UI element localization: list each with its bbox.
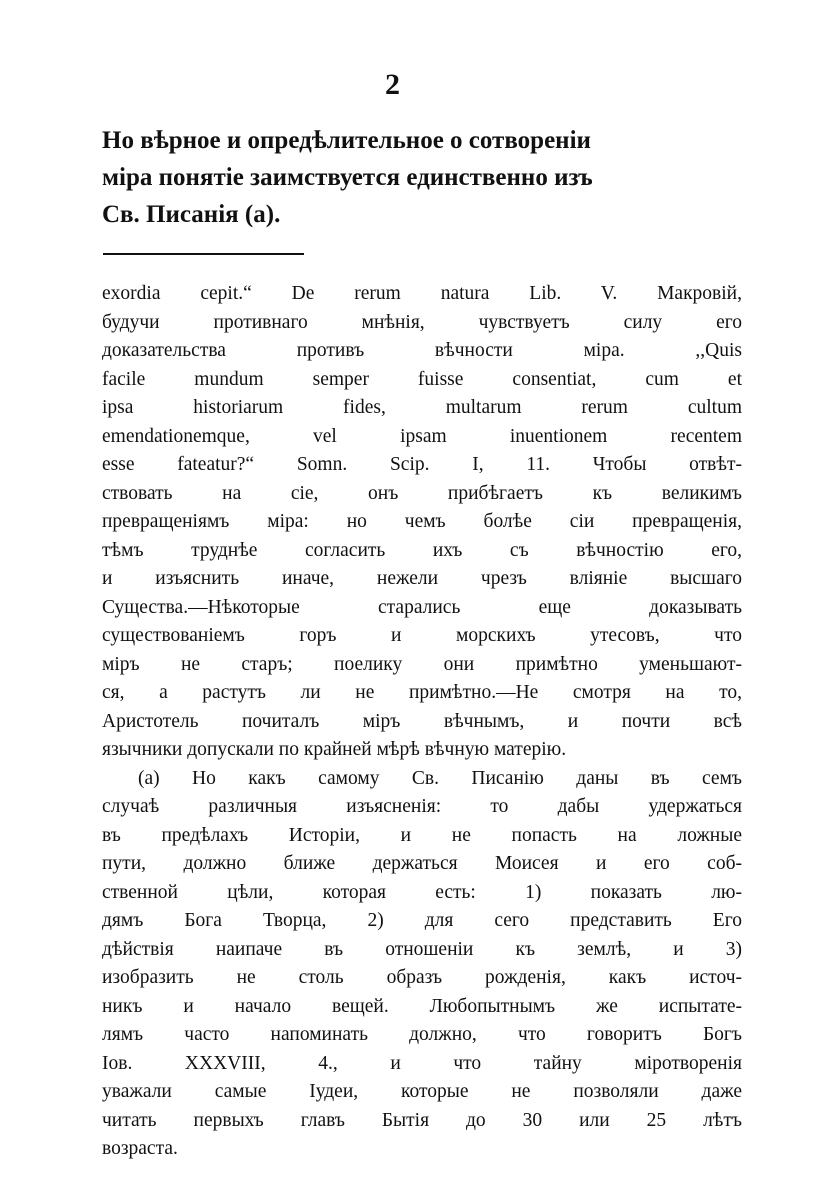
- main-text-line: міра понятіе заимствуется единственно изъ: [102, 164, 593, 191]
- footnote-line: Существа.—Нѣкоторые старались еще доказывать: [102, 596, 742, 618]
- footnote-a-line: дямъ Бога Творца, 2) для сего представить Его: [102, 910, 742, 931]
- footnote-line: будучи противнаго мнѣнія, чувствуетъ силу его: [102, 311, 742, 333]
- main-text-paragraph: [102, 122, 742, 233]
- footnote-line: тѣмъ труднѣе согласить ихъ съ вѣчностію его,: [102, 539, 742, 561]
- footnote-a-line: изобразить не столь образъ рожденія, какъ источ-: [102, 967, 742, 988]
- footnote-line: esse fateatur?“ Somn. Scip. I, 11. Чтобы отвѣт-: [102, 454, 742, 475]
- footnote-line: ся, а растутъ ли не примѣтно.—Не смотря на то,: [102, 682, 742, 703]
- footnote-divider: [103, 253, 304, 255]
- main-text-line: Св. Писанія (a).: [102, 201, 281, 228]
- footnote-line: міръ не старъ; поелику они примѣтно уменьшают-: [102, 653, 742, 675]
- footnote-line: emendationemque, vel ipsam inuentionem recentem: [102, 425, 742, 447]
- footnote-a-line: читать первыхъ главъ Бытія до 30 или 25 лѣтъ: [102, 1109, 742, 1131]
- footnote-line: доказательства противъ вѣчности міра. ,,Quis: [102, 340, 742, 361]
- footnote-line: превращеніямъ міра: но чемъ болѣе сіи превращенія,: [102, 511, 742, 532]
- footnote-a-line: уважали самые Іудеи, которые не позволяли даже: [102, 1081, 742, 1102]
- footnote-line: существованіемъ горъ и морскихъ утесовъ, что: [102, 625, 742, 646]
- footnote-a-line: ственной цѣли, которая есть: 1) показать лю-: [102, 881, 742, 903]
- footnote-a-line: дѣйствія наипаче въ отношеніи къ землѣ, и 3): [102, 938, 742, 960]
- main-text-line: Но вѣрное и опредѣлительное о сотвореніи: [102, 127, 591, 154]
- footnote-line: Аристотель почиталъ міръ вѣчнымъ, и почти всѣ: [102, 710, 742, 732]
- footnote-line: язычники допускали по крайней мѣрѣ вѣчную матерію.: [102, 739, 567, 760]
- footnote-a-line: Іов. XXXVIII, 4., и что тайну міротворенія: [102, 1052, 742, 1074]
- footnote-line: ствовать на сіе, онъ прибѣгаетъ къ великимъ: [102, 482, 742, 504]
- footnote-line: и изъяснить иначе, нежели чрезъ вліяніе высшаго: [102, 568, 742, 589]
- footnote-a-line: случаѣ различныя изъясненія: то дабы удержаться: [102, 796, 742, 817]
- footnote-a-line: лямъ часто напоминать должно, что говоритъ Богъ: [102, 1024, 742, 1045]
- footnote-a-line: (a) Но какъ самому Св. Писанію даны въ семъ: [138, 767, 742, 789]
- footnote-a-line: пути, должно ближе держаться Моисея и его соб-: [102, 853, 742, 874]
- footnote-line: exordia cepit.“ De rerum natura Lib. V. Макровій,: [102, 283, 742, 304]
- footnote-block: [102, 280, 742, 1164]
- footnote-a-line: никъ и начало вещей. Любопытнымъ же испытате-: [102, 995, 742, 1017]
- footnote-a-line: возраста.: [102, 1138, 178, 1159]
- footnote-a-line: въ предѣлахъ Исторіи, и не попасть на ложные: [102, 824, 742, 846]
- footnote-line: facile mundum semper fuisse consentiat, cum et: [102, 368, 742, 390]
- footnote-line: ipsa historiarum fides, multarum rerum cultum: [102, 397, 742, 418]
- page-number: 2: [385, 68, 401, 101]
